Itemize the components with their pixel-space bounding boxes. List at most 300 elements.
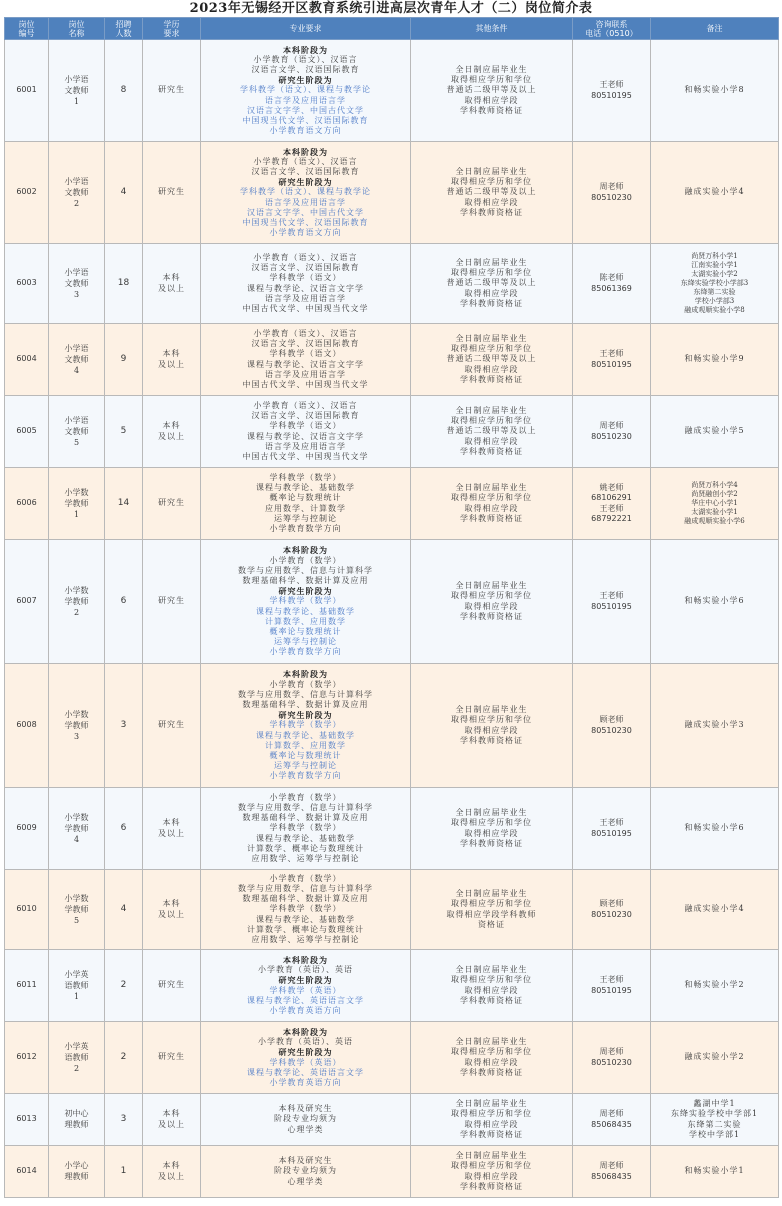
remarks [651,468,779,540]
major-requirement [201,324,411,396]
cell-line: 取得相应学段 [464,1171,519,1181]
cell-line: 学科教师资格证 [460,1067,523,1077]
table-header-row [5,18,779,40]
table-row [5,142,779,244]
table-row [5,1146,779,1198]
major-line: 汉语言文字学、中国古代文学 [247,207,364,217]
cell-line: 王老师 [599,503,624,513]
cell-line: 普通话二级甲等及以上 [446,354,537,364]
cell-line: 尚贤万科小学1 [691,252,738,260]
other-conditions [411,142,573,244]
major-line: 中国现当代文学、汉语国际教育 [242,218,369,227]
cell-line: 研究生 [158,85,185,95]
cell-line: 全日制应届毕业生 [455,581,528,591]
major-line: 小学教育数学方向 [269,523,342,533]
header-line: 岗位 [18,19,35,29]
remarks [651,540,779,664]
cell-line: 学科教师资格证 [460,105,523,115]
major-line: 语言学及应用语言学 [265,441,346,451]
other-conditions [411,1146,573,1198]
cell-line: 全日制应届毕业生 [455,166,528,176]
cell-line: 本科 [162,1161,181,1171]
header-line: 专业要求 [289,24,322,33]
remarks [651,244,779,324]
major-line: 课程与教学论、汉语言文字学 [247,283,364,293]
position-name [49,1022,105,1094]
cell-line: 取得相应学历和学位 [451,493,532,503]
cell-line: 普通话二级甲等及以上 [446,187,537,197]
major-line: 心理学类 [287,1176,324,1186]
major-line: 汉语言文学、汉语国际教育 [251,339,360,349]
cell-line: 全日制应届毕业生 [455,257,528,267]
major-line: 数理基础科学、数据计算及应用 [242,894,369,904]
position-id: 6001 [5,40,49,142]
cell-line: 融成观顺实验小学8 [684,306,745,314]
cell-line: 王老师 [599,975,624,985]
position-name [49,468,105,540]
major-line: 学科教学（英语） [269,985,342,995]
position-id: 6005 [5,396,49,468]
major-line: 计算数学、应用数学 [265,740,346,750]
cell-line: 及以上 [158,431,185,441]
cell-line: 和畅实验小学1 [684,1166,745,1176]
remarks [651,950,779,1022]
cell-line: 本科 [162,818,181,828]
cell-line: 王老师 [599,80,624,90]
cell-line: 本科 [162,273,181,283]
other-conditions [411,468,573,540]
header-count [105,18,143,40]
education-requirement [143,468,201,540]
major-line: 小学教育语文方向 [269,126,342,136]
cell-line: 68792221 [591,513,632,523]
position-name-text: 小学数学教师1 [64,487,89,519]
cell-line: 取得相应学历和学位 [451,1161,532,1171]
cell-line: 学科教师资格证 [460,446,523,456]
cell-line: 取得相应学段 [464,601,519,611]
cell-line: 陈老师 [599,273,624,283]
major-line: 小学教育（数学） [269,679,342,689]
major-line: 本科阶段为 [283,954,328,965]
cell-line: 全日制应届毕业生 [455,405,528,415]
major-line: 本科阶段为 [283,545,328,556]
cell-line: 和畅实验小学6 [684,596,745,606]
cell-line: 江南实验小学1 [691,261,738,269]
cell-line: 取得相应学段学科教师 [446,909,537,919]
cell-line: 全日制应届毕业生 [455,333,528,343]
cell-line: 80510195 [591,985,632,995]
cell-line: 学科教师资格证 [460,513,523,523]
remarks [651,40,779,142]
position-id: 6004 [5,324,49,396]
cell-line: 取得相应学段 [464,197,519,207]
cell-line: 学科教师资格证 [460,995,523,1005]
position-name-text: 小学语文教师2 [64,176,89,208]
other-conditions [411,950,573,1022]
cell-line: 全日制应届毕业生 [455,965,528,975]
cell-line: 取得相应学历和学位 [451,899,532,909]
major-line: 学科教学（数学） [269,596,342,606]
major-line: 中国古代文学、中国现当代文学 [242,379,369,389]
contact-phone [573,950,651,1022]
major-requirement [201,468,411,540]
cell-line: 本科 [162,899,181,909]
header-name [49,18,105,40]
cell-line: 学科教师资格证 [460,1129,523,1139]
table-row [5,664,779,788]
cell-line: 本科 [162,1109,181,1119]
education-requirement [143,540,201,664]
major-line: 课程与教学论、汉语言文字学 [247,359,364,369]
major-line: 小学教育数学方向 [269,647,342,657]
header-major [201,18,411,40]
header-note [651,18,779,40]
cell-line: 华庄中心小学1 [691,499,738,507]
major-line: 汉语言文字学、中国古代文学 [247,105,364,115]
cell-line: 东绛实验学校小学部3 [680,279,749,287]
cell-line: 取得相应学历和学位 [451,344,532,354]
contact-phone [573,142,651,244]
cell-line: 全日制应届毕业生 [455,1151,528,1161]
position-name-text: 小学语文教师3 [64,267,89,299]
contact-phone [573,664,651,788]
position-name [49,1094,105,1146]
cell-line: 及以上 [158,909,185,919]
table-row [5,950,779,1022]
major-line: 运筹学与控制论 [274,513,337,523]
major-line: 语言学及应用语言学 [265,293,346,303]
cell-line: 姚老师 [599,483,624,493]
major-line: 概率论与数理统计 [269,493,342,503]
remarks [651,870,779,950]
other-conditions [411,1094,573,1146]
position-count: 14 [105,468,143,540]
major-line: 计算数学、概率论与数理统计 [247,924,364,934]
other-conditions [411,870,573,950]
cell-line: 东绛第二实验 [687,1119,742,1129]
cell-line: 融成实验小学2 [684,1052,745,1062]
positions-table [4,17,779,1198]
position-count: 8 [105,40,143,142]
cell-line: 取得相应学历和学位 [451,1109,532,1119]
major-line: 小学教育数学方向 [269,771,342,781]
cell-line: 及以上 [158,1171,185,1181]
cell-line: 尚贤万科小学4 [691,481,738,489]
table-row [5,324,779,396]
major-line: 阶段专业均须为 [274,1114,337,1124]
cell-line: 取得相应学历和学位 [451,1047,532,1057]
other-conditions [411,788,573,870]
position-count: 4 [105,870,143,950]
header-line: 人数 [115,28,132,38]
position-name [49,40,105,142]
position-count: 2 [105,950,143,1022]
header-line: 岗位 [68,19,85,29]
education-requirement [143,1094,201,1146]
cell-line: 普通话二级甲等及以上 [446,278,537,288]
position-id: 6003 [5,244,49,324]
major-line: 数学与应用数学、信息与计算科学 [238,565,373,575]
cell-line: 及以上 [158,359,185,369]
position-count: 9 [105,324,143,396]
contact-phone [573,1094,651,1146]
header-line: 要求 [163,28,180,38]
cell-line: 80510230 [591,725,632,735]
cell-line: 蠡湖中学1 [693,1099,736,1109]
contact-phone [573,244,651,324]
major-line: 小学教育（语文）、汉语言 [253,400,358,410]
major-requirement [201,1094,411,1146]
cell-line: 全日制应届毕业生 [455,808,528,818]
cell-line: 研究生 [158,596,185,606]
position-id: 6013 [5,1094,49,1146]
cell-line: 和畅实验小学8 [684,85,745,95]
position-id: 6012 [5,1022,49,1094]
major-line: 研究生阶段为 [278,710,333,721]
major-requirement [201,1022,411,1094]
position-name [49,540,105,664]
cell-line: 取得相应学历和学位 [451,268,532,278]
major-line: 本科阶段为 [283,669,328,680]
position-count: 3 [105,1094,143,1146]
major-line: 应用数学、运筹学与控制论 [251,935,360,944]
cell-line: 融成实验小学4 [684,904,745,914]
position-id: 6006 [5,468,49,540]
contact-phone [573,540,651,664]
major-line: 研究生阶段为 [278,975,333,986]
header-id [5,18,49,40]
position-id: 6011 [5,950,49,1022]
major-requirement [201,950,411,1022]
position-count: 2 [105,1022,143,1094]
major-requirement [201,244,411,324]
education-requirement [143,788,201,870]
major-line: 小学教育（语文）、汉语言 [253,252,358,262]
major-requirement [201,1146,411,1198]
cell-line: 周老师 [599,182,624,192]
major-line: 汉语言文学、汉语国际教育 [251,411,360,421]
contact-phone [573,396,651,468]
position-count: 6 [105,540,143,664]
major-requirement [201,396,411,468]
cell-line: 取得相应学历和学位 [451,975,532,985]
major-line: 汉语言文学、汉语国际教育 [251,64,360,74]
position-count: 5 [105,396,143,468]
major-line: 小学教育（语文）、汉语言 [253,54,358,64]
cell-line: 王老师 [599,591,624,601]
major-line: 小学教育英语方向 [269,1077,342,1087]
table-row [5,468,779,540]
cell-line: 80510195 [591,601,632,611]
cell-line: 学科教师资格证 [460,298,523,308]
remarks [651,396,779,468]
cell-line: 学科教师资格证 [460,1181,523,1191]
major-line: 语言学及应用语言学 [265,369,346,379]
major-line: 课程与教学论、基础数学 [256,606,355,616]
position-name [49,870,105,950]
education-requirement [143,142,201,244]
position-name [49,142,105,244]
major-line: 汉语言文学、汉语国际教育 [251,263,360,273]
major-line: 数学与应用数学、信息与计算科学 [238,802,373,812]
major-line: 研究生阶段为 [278,177,333,188]
cell-line: 全日制应届毕业生 [455,483,528,493]
cell-line: 取得相应学段 [464,364,519,374]
education-requirement [143,664,201,788]
major-line: 中国古代文学、中国现当代文学 [242,451,369,461]
major-line: 学科教学（英语） [269,1057,342,1067]
major-line: 小学教育语文方向 [269,228,342,238]
position-id: 6002 [5,142,49,244]
remarks [651,788,779,870]
major-line: 阶段专业均须为 [274,1166,337,1176]
table-row [5,244,779,324]
cell-line: 顾老师 [599,715,624,725]
education-requirement [143,324,201,396]
major-line: 运筹学与控制论 [274,761,337,771]
education-requirement [143,396,201,468]
major-line: 数理基础科学、数据计算及应用 [242,575,369,585]
other-conditions [411,664,573,788]
contact-phone [573,468,651,540]
major-line: 数理基础科学、数据计算及应用 [242,813,369,823]
major-line: 课程与教学论、英语语言文学 [247,995,364,1005]
major-line: 课程与教学论、基础数学 [256,914,355,924]
position-name-text: 小学英语教师1 [64,969,89,1001]
cell-line: 85061369 [591,283,632,293]
cell-line: 研究生 [158,187,185,197]
cell-line: 80510195 [591,359,632,369]
contact-phone [573,40,651,142]
cell-line: 取得相应学段 [464,503,519,513]
major-line: 计算数学、概率论与数理统计 [247,843,364,853]
education-requirement [143,950,201,1022]
cell-line: 周老师 [599,421,624,431]
cell-line: 全日制应届毕业生 [455,1099,528,1109]
major-line: 运筹学与控制论 [274,637,337,647]
cell-line: 取得相应学段 [464,288,519,298]
major-requirement [201,664,411,788]
position-name [49,950,105,1022]
contact-phone [573,1022,651,1094]
major-line: 心理学类 [287,1124,324,1134]
cell-line: 学校小学部3 [694,297,735,305]
position-name-text: 小学英语教师2 [64,1041,89,1073]
header-line: 其他条件 [475,24,508,33]
cell-line: 普通话二级甲等及以上 [446,426,537,436]
cell-line: 80510230 [591,909,632,919]
contact-phone [573,324,651,396]
cell-line: 取得相应学历和学位 [451,177,532,187]
cell-line: 融成实验小学3 [684,720,745,730]
cell-line: 85068435 [591,1171,632,1181]
cell-line: 取得相应学段 [464,828,519,838]
cell-line: 85068435 [591,1119,632,1129]
cell-line: 及以上 [158,1119,185,1129]
cell-line: 取得相应学历和学位 [451,715,532,725]
major-line: 语言学及应用语言学 [265,197,346,207]
position-count: 1 [105,1146,143,1198]
position-count: 3 [105,664,143,788]
table-row [5,1094,779,1146]
contact-phone [573,1146,651,1198]
major-line: 学科教学（数学） [269,904,342,914]
cell-line: 取得相应学历和学位 [451,75,532,85]
major-line: 概率论与数理统计 [269,751,342,760]
major-line: 数学与应用数学、信息与计算科学 [238,689,373,699]
major-line: 小学教育英语方向 [269,1005,342,1015]
cell-line: 取得相应学段 [464,95,519,105]
other-conditions [411,244,573,324]
position-name-text: 小学数学教师4 [64,812,89,844]
header-line: 学历 [163,19,180,29]
cell-line: 80510230 [591,431,632,441]
education-requirement [143,1022,201,1094]
major-line: 本科阶段为 [283,44,328,55]
major-line: 数学与应用数学、信息与计算科学 [238,883,373,893]
cell-line: 学科教师资格证 [460,735,523,745]
table-row [5,870,779,950]
position-count: 18 [105,244,143,324]
major-requirement [201,40,411,142]
major-line: 课程与教学论、英语语言文学 [247,1067,364,1077]
major-line: 课程与教学论、基础数学 [256,483,355,493]
cell-line: 周老师 [599,1047,624,1057]
major-line: 中国古代文学、中国现当代文学 [242,303,369,313]
education-requirement [143,870,201,950]
header-line: 编号 [18,28,35,38]
position-name-text: 小学数学教师3 [64,709,89,741]
major-line: 概率论与数理统计 [269,627,342,636]
position-count: 6 [105,788,143,870]
table-row [5,540,779,664]
position-name-text: 小学语文教师5 [64,415,89,447]
cell-line: 学科教师资格证 [460,838,523,848]
page-title: 2023年无锡经开区教育系统引进高层次青年人才（二）岗位简介表 [189,1,593,16]
table-row [5,788,779,870]
cell-line: 普通话二级甲等及以上 [446,85,537,95]
remarks [651,142,779,244]
position-count: 4 [105,142,143,244]
position-id: 6007 [5,540,49,664]
cell-line: 周老师 [599,1109,624,1119]
cell-line: 和畅实验小学9 [684,354,745,364]
major-line: 计算数学、应用数学 [265,616,346,626]
position-name-text: 初中心理教师 [64,1109,89,1130]
major-requirement [201,788,411,870]
cell-line: 和畅实验小学6 [684,823,745,833]
header-edu [143,18,201,40]
major-line: 本科及研究生 [278,1156,333,1166]
remarks [651,1022,779,1094]
cell-line: 研究生 [158,1052,185,1062]
cell-line: 顾老师 [599,899,624,909]
cell-line: 取得相应学段 [464,1119,519,1129]
major-requirement [201,142,411,244]
major-line: 本科阶段为 [283,1026,328,1037]
remarks [651,664,779,788]
cell-line: 80510230 [591,192,632,202]
major-line: 学科教学（语文）、课程与教学论 [240,85,371,95]
major-line: 学科教学（数学） [269,472,342,482]
cell-line: 融成实验小学4 [684,187,745,197]
header-line: 名称 [68,28,85,38]
position-name-text: 小学语文教师1 [64,74,89,106]
cell-line: 王老师 [599,349,624,359]
major-line: 本科阶段为 [283,146,328,157]
cell-line: 尚贤融创小学2 [691,490,738,498]
major-line: 应用数学、计算数学 [265,503,346,513]
